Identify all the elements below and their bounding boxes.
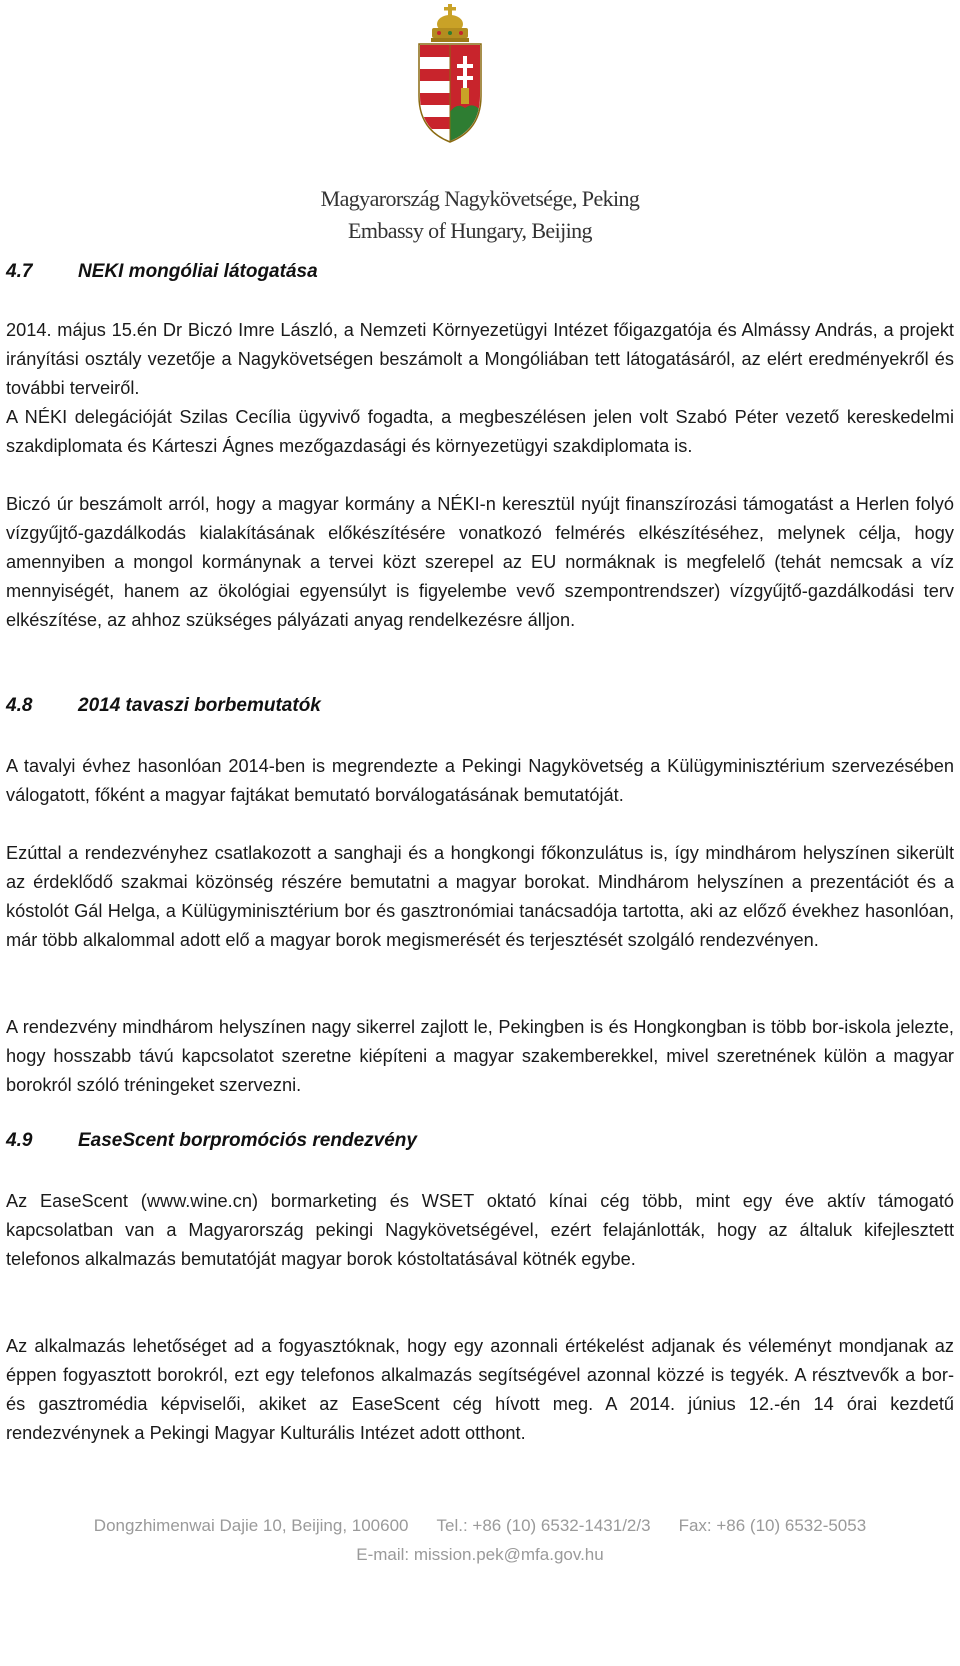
paragraph: Az alkalmazás lehetőséget ad a fogyasztóknak, hogy egy azonnali értékelést adjanak és véleményt mondjanak az éppen fogyasztott borokról, ezt egy telefonos alkalmazás segítségével azonnal közzé is tegyék. A résztvevők a bor- és gasztromédia képviselői, akiket az EaseScent cég hívott meg. A 2014. június 12.-én 14 órai kezdetű rendezvénynek a Pekingi Magyar Kulturális Intézet adott otthont. xyxy=(6,1336,954,1443)
paragraph: Biczó úr beszámolt arról, hogy a magyar kormány a NÉKI-n keresztül nyújt finanszírozási támogatást a Herlen folyó vízgyűjtő-gazdálkodás kialakításának előkészítésére vonatkozó felmérés elkészítéséhez, melynek célja, hogy amennyiben a mongol kormánynak a tervei közt szerepel az EU normáknak is megfelelő (tehát nemcsak a víz mennyiségét, hanem az ökológiai egyensúlyt is figyelembe vevő szempontrendszer) vízgyűjtő-gazdálkodási terv elkészítése, az ahhoz szükséges pályázati anyag rendelkezésre álljon. xyxy=(6,494,954,630)
footer-fax: Fax: +86 (10) 6532-5053 xyxy=(678,1516,867,1535)
section-number: 4.8 xyxy=(6,695,33,716)
section-number: 4.7 xyxy=(6,261,33,282)
section-heading xyxy=(6,1130,417,1152)
paragraph: A rendezvény mindhárom helyszínen nagy sikerrel zajlott le, Pekingben is és Hongkongban is több bor-iskola jelezte, hogy hosszabb távú kapcsolatot szeretne kiépíteni a magyar szakemberekkel, mivel szeretnének külön a magyar borokról szóló tréningeket szervezni. xyxy=(6,1017,954,1095)
section-heading xyxy=(6,261,318,283)
hungarian-coat-of-arms-icon xyxy=(417,4,483,144)
footer-address: Dongzhimenwai Dajie 10, Beijing, 100600 xyxy=(93,1516,409,1535)
paragraph: A tavalyi évhez hasonlóan 2014-ben is megrendezte a Pekingi Nagykövetség a Külügyminisztérium szervezésében válogatott, főként a magyar fajtákat bemutató borválogatásának bemutatóját. xyxy=(6,756,954,805)
section-title: 2014 tavaszi borbemutatók xyxy=(78,695,321,716)
footer-email: E-mail: mission.pek@mfa.gov.hu xyxy=(356,1545,604,1564)
section-title: NEKI mongóliai látogatása xyxy=(78,261,318,282)
paragraph: A NÉKI delegációját Szilas Cecília ügyvivő fogadta, a megbeszélésen jelen volt Szabó Péter vezető kereskedelmi szakdiplomata és Kárteszi Ágnes mezőgazdasági és környezetügyi szakdiplomata is. xyxy=(6,407,954,456)
footer-phone: Tel.: +86 (10) 6532-1431/2/3 xyxy=(436,1516,651,1535)
paragraph: Ezúttal a rendezvényhez csatlakozott a sanghaji és a hongkongi főkonzulátus is, így mindhárom helyszínen sikerült az érdeklődő szakmai közönség részére bemutatni a magyar borokat. Mindhárom helyszínen a prezentációt és a kóstolót Gál Helga, a Külügyminisztérium bor és gasztronómiai tanácsadója tartotta, aki az előző évekhez hasonlóan, már több alkalommal adott elő a magyar borok megismerését és terjesztését szolgáló rendezvényen. xyxy=(6,843,954,950)
section-title: EaseScent borpromóciós rendezvény xyxy=(78,1130,417,1151)
footer-email-line xyxy=(0,1545,960,1565)
section-number: 4.9 xyxy=(6,1130,33,1151)
embassy-name-en: Embassy of Hungary, Beijing xyxy=(348,218,592,243)
embassy-name-hu: Magyarország Nagykövetsége, Peking xyxy=(320,186,640,211)
section-heading xyxy=(6,695,321,717)
paragraph: 2014. május 15.én Dr Biczó Imre László, a Nemzeti Környezetügyi Intézet főigazgatója és Almássy András, a projekt irányítási osztály vezetője a Nagykövetségen beszámolt a Mongóliában tett látogatásáról, az elért eredményekről és további terveiről. xyxy=(6,320,954,398)
paragraph: Az EaseScent (www.wine.cn) bormarketing és WSET oktató kínai cég több, mint egy éve aktív támogató kapcsolatban van a Magyarország pekingi Nagykövetségével, ezért felajánlották, hogy az általuk kifejlesztett telefonos alkalmazás bemutatóját magyar borok kóstoltatásával kötnék egybe. xyxy=(6,1191,954,1269)
footer-contact-line xyxy=(0,1516,960,1536)
